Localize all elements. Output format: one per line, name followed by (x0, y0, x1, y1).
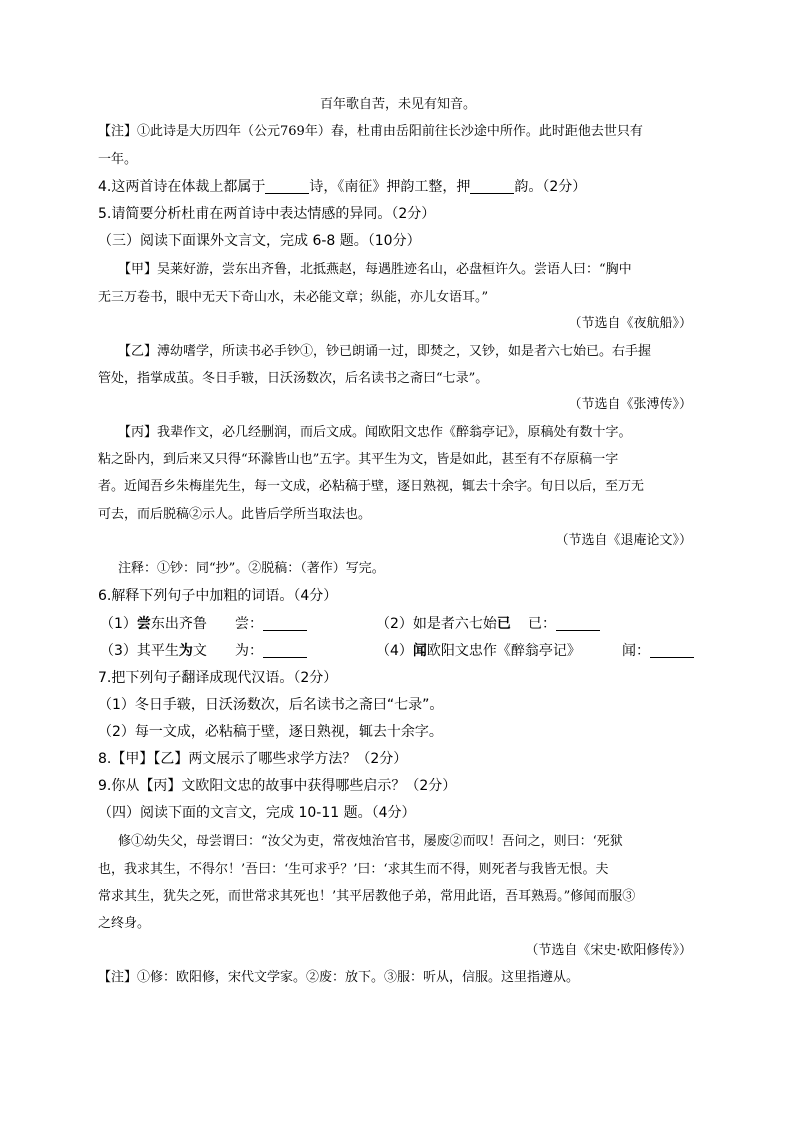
passage-yi-line-2: 管处，指掌成茧。冬日手皲，日沃汤数次，后名读书之斋曰“七录”。 (98, 371, 489, 386)
q6-answer-3-label: 为： (235, 643, 263, 659)
poem-last-line: 百年歌自苦，未见有知音。 (319, 97, 476, 112)
q6-item-4 (376, 642, 581, 660)
passage-xiu-line-1: 修①幼失父，母尝谓曰：“汝父为吏，常夜烛治官书，屡废②而叹！吾问之，则曰：‘死狱 (118, 834, 623, 849)
q6-item-2-text: （2）如是者六七始 (376, 616, 497, 632)
question-5: 5.请简要分析杜甫在两首诗中表达情感的异同。（2分） (98, 206, 436, 222)
passage-xiu-line-2: 也，我求其生，不得尔！’吾曰：‘生可求乎？’曰：‘求其生而不得，则死者与我皆无恨。夫 (98, 862, 609, 877)
section-4-heading: （四）阅读下面的文言文，完成 10-11 题。（4分） (98, 805, 416, 821)
q4-part-c: 韵。（2分） (514, 179, 587, 195)
q6-item-2 (376, 615, 511, 633)
passage-xiu-line-3: 常求其生，犹失之死，而世常求其死也！’其平居教他子弟，常用此语，吾耳熟焉。”修闻而服③ (98, 889, 636, 904)
q4-blank-1[interactable] (265, 179, 309, 194)
passage-bing-line-1: 【丙】我辈作文，必几经删润，而后文成。闻欧阳文忠作《醉翁亭记》，原稿处有数十字。 (118, 425, 632, 440)
q6-answer-4-label: 闻： (622, 643, 650, 659)
q6-item-1-rest: 东出齐鲁 (150, 616, 207, 632)
q6-item-3-text: （3）其平生 (100, 643, 179, 659)
section-3-heading: （三）阅读下面课外文言文，完成 6-8 题。（10分） (98, 233, 421, 249)
q6-item-1-bold: 尝 (136, 616, 151, 632)
passage-jia-line-2: 无三万卷书，眼中无天下奇山水，未必能文章；纵能，亦儿女语耳。” (98, 290, 489, 305)
q6-blank-2[interactable] (556, 616, 600, 631)
q6-answer-1 (235, 615, 307, 633)
q6-answer-2 (528, 615, 600, 633)
passage-bing-line-4: 可去，而后脱稿②示人。此皆后学所当取法也。 (98, 507, 372, 522)
passage-xiu-source: （节选自《宋史·欧阳修传》） (525, 943, 692, 958)
q6-item-4-bold: 闻 (412, 643, 427, 659)
q6-answer-1-label: 尝： (235, 616, 263, 632)
poem-note-line-1: 【注】①此诗是大历四年（公元769年）春，杜甫由岳阳前往长沙途中所作。此时距他去世只有 (98, 124, 643, 139)
q7-sentence-1: （1）冬日手皲，日沃汤数次，后名读书之斋曰“七录”。 (98, 697, 444, 713)
q6-answer-2-label: 已： (528, 616, 556, 632)
q6-item-3-rest: 文 (192, 643, 207, 659)
q6-item-3 (100, 642, 207, 660)
question-6-title: 6.解释下列句子中加粗的词语。（4分） (98, 588, 338, 604)
question-9: 9.你从【丙】文欧阳文忠的故事中获得哪些启示？（2分） (98, 778, 457, 794)
passage-bing-source: （节选自《退庵论文》） (555, 533, 692, 548)
q6-item-3-bold: 为 (178, 643, 193, 659)
question-8: 8.【甲】【乙】两文展示了哪些求学方法？（2分） (98, 751, 408, 767)
q4-part-b: 诗，《南征》押韵工整，押 (309, 179, 471, 195)
passage-bing-line-3: 者。近闻吾乡朱梅崖先生，每一文成，必粘稿于壁，逐日熟视，辄去十余字。旬日以后，至万无 (98, 479, 645, 494)
q6-item-4-rest: 欧阳文忠作《醉翁亭记》 (426, 643, 581, 659)
q4-blank-2[interactable] (470, 179, 514, 194)
q6-answer-4 (622, 642, 694, 660)
q7-sentence-2: （2）每一文成，必粘稿于壁，逐日熟视，辄去十余字。 (98, 724, 443, 740)
passage-yi-source: （节选自《张溥传》） (568, 397, 692, 412)
q6-item-1-num: （1） (100, 616, 137, 632)
q6-item-2-bold: 已 (496, 616, 511, 632)
q6-blank-4[interactable] (650, 643, 694, 658)
question-7-title: 7.把下列句子翻译成现代汉语。（2分） (98, 670, 338, 686)
passage-xiu-note: 【注】①修：欧阳修，宋代文学家。②废：放下。③服：听从，信服。这里指遵从。 (98, 970, 580, 985)
q6-blank-3[interactable] (263, 643, 307, 658)
q6-answer-3 (235, 642, 307, 660)
q6-item-4-num: （4） (376, 643, 413, 659)
q6-blank-1[interactable] (263, 616, 307, 631)
passage-yi-line-1: 【乙】溥幼嗜学，所读书必手钞①，钞已朗诵一过，即焚之，又钞，如是者六七始已。右手握 (118, 344, 652, 359)
passage-bing-line-2: 粘之卧内，到后来又只得“环滁皆山也”五字。其平生为文，皆是如此，甚至有不存原稿一字 (98, 452, 619, 467)
question-4 (98, 178, 698, 196)
q4-part-a: 4.这两首诗在体裁上都属于 (98, 179, 266, 195)
passage-jia-line-1: 【甲】吴莱好游，尝东出齐鲁，北抵燕赵，每遇胜迹名山，必盘桓许久。尝语人曰：“胸中 (118, 262, 632, 277)
passage-jia-source: （节选自《夜航船》） (568, 316, 692, 331)
poem-note-line-2: 一年。 (98, 152, 138, 167)
passage-xiu-line-4: 之终身。 (98, 916, 151, 931)
q6-item-1 (100, 615, 207, 633)
annotation: 注释：①钞：同“抄”。②脱稿：（著作）写完。 (118, 561, 385, 576)
